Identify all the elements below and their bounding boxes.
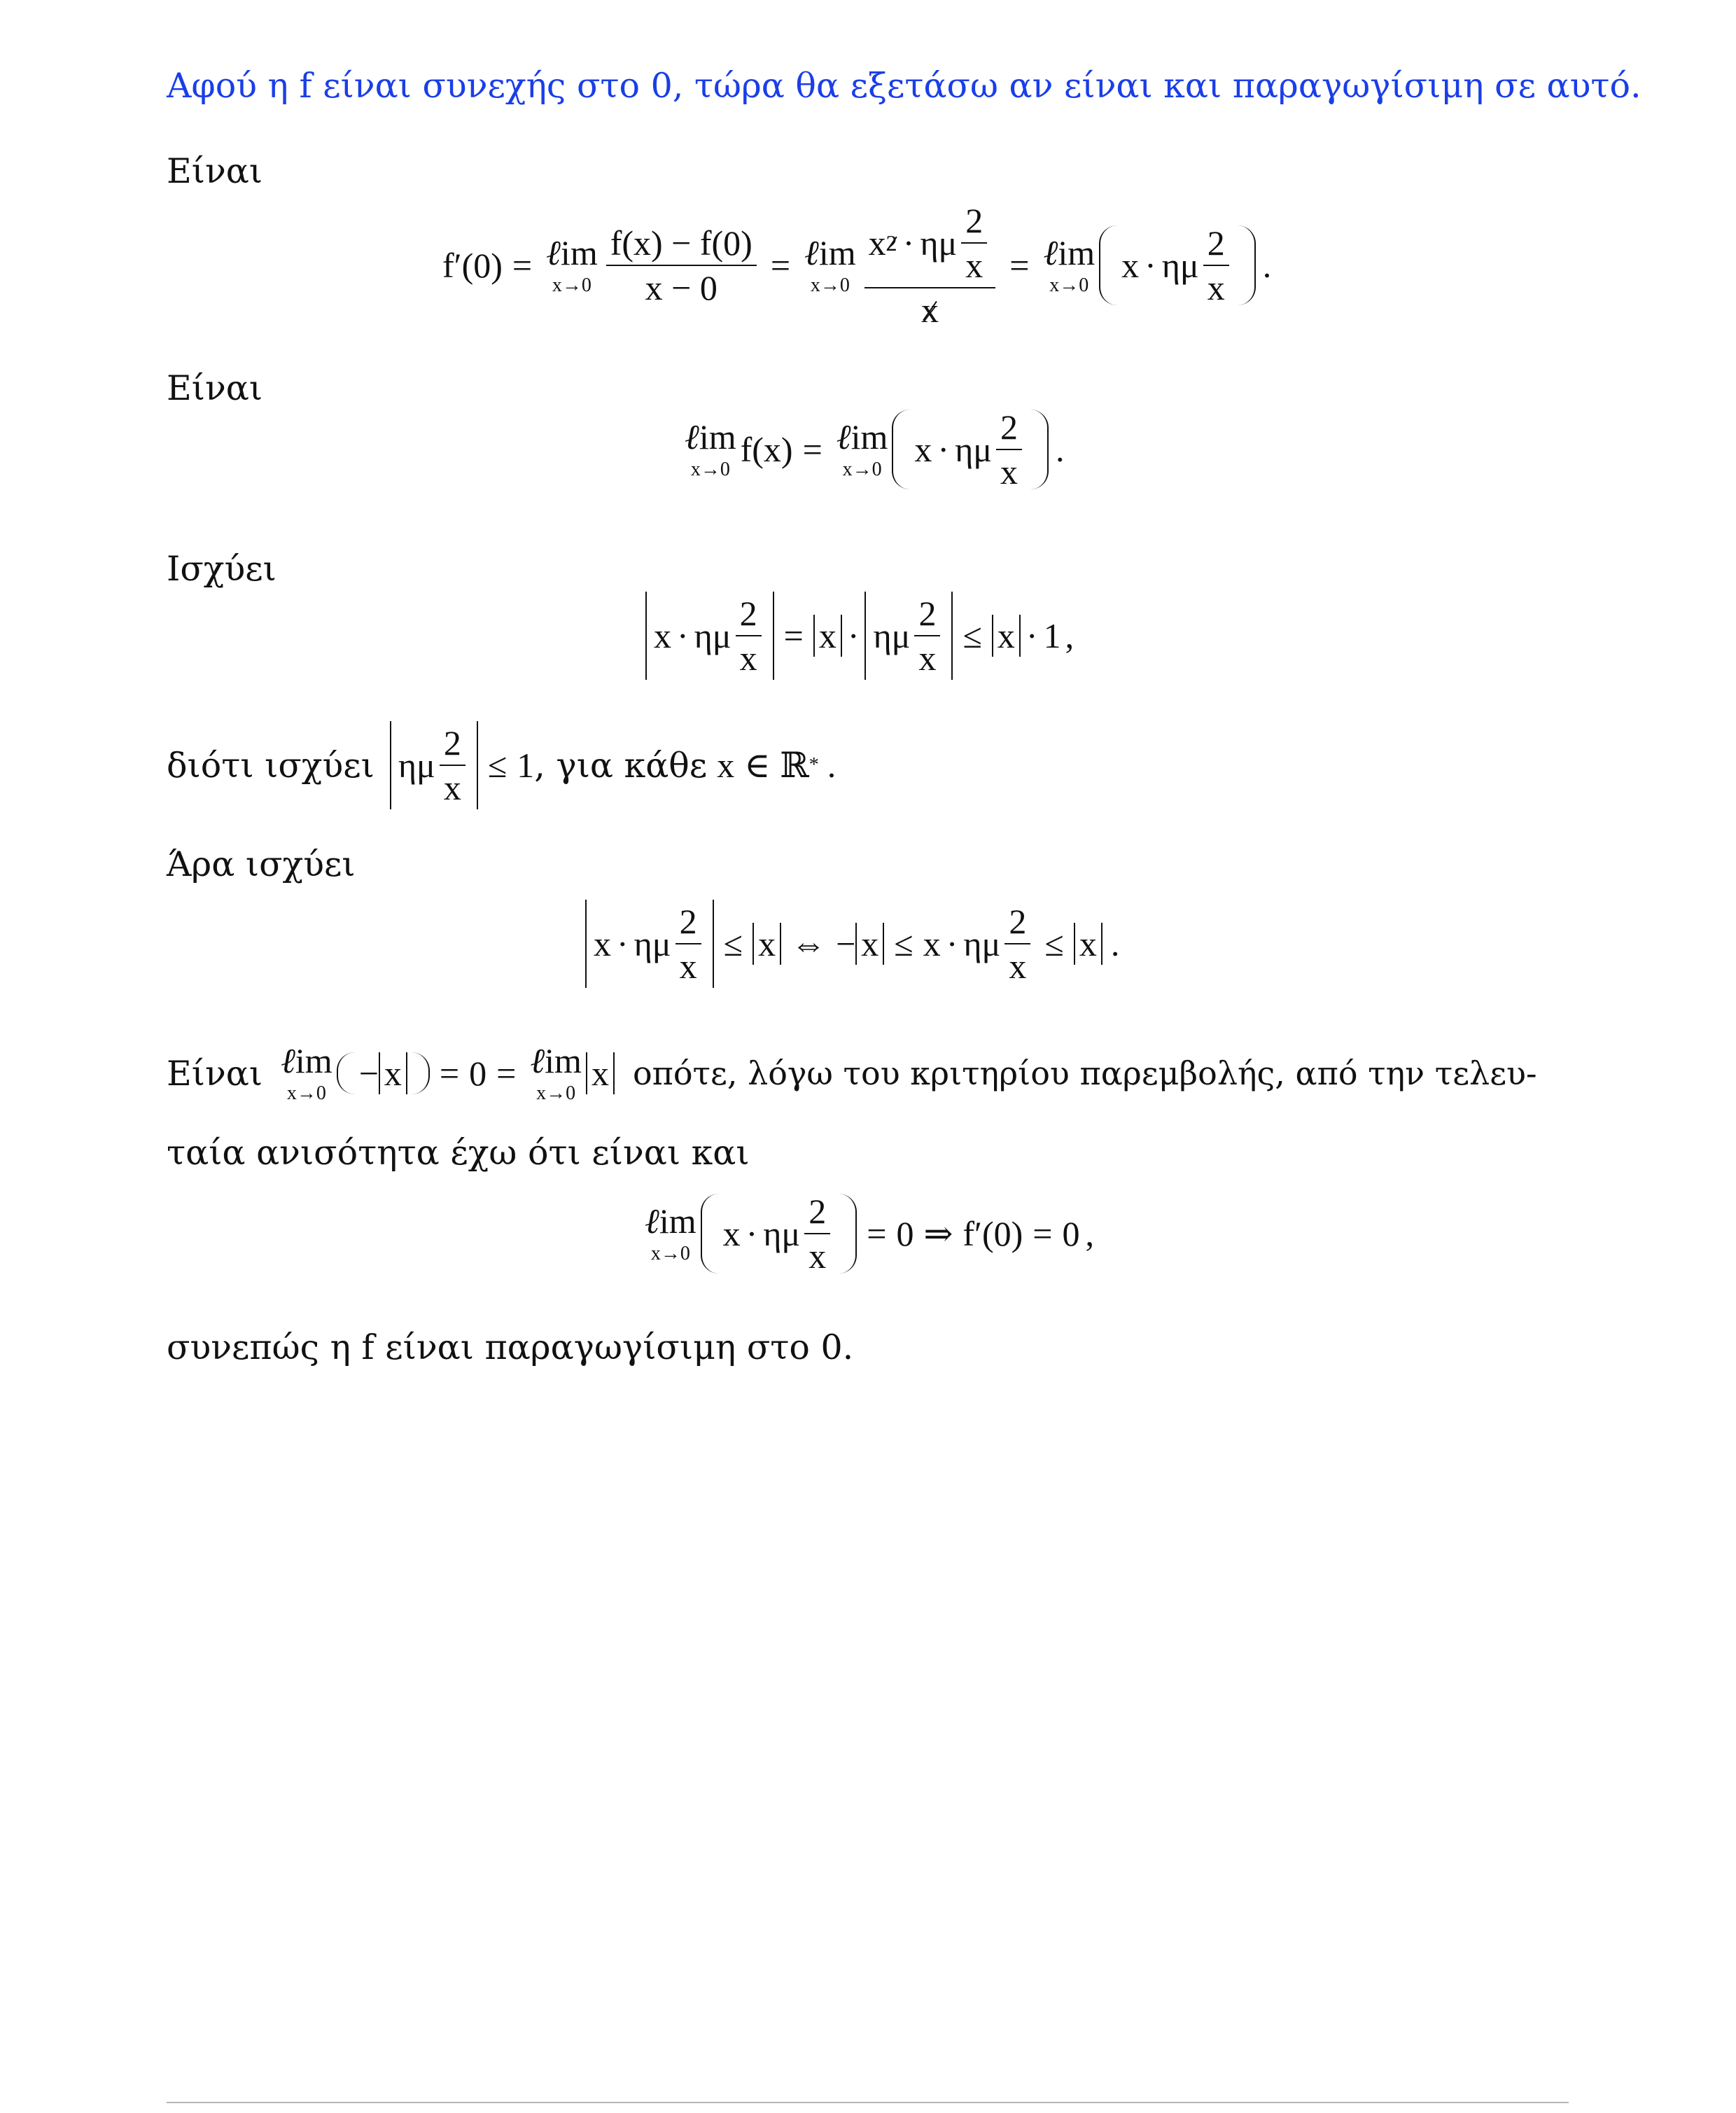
equation-derivative-definition: f′(0) = ℓim x→0 $\frac{f(x) - f(0)}{x - 0}$ = ℓim x→0 x 2 · ημ $\frac{2}{x}$ x = ℓim x→0 x · ημ $\frac{2}{x}$ . xyxy=(442,201,1272,330)
equation-final-limit: ℓim x→0 x · ημ $\frac{2}{x}$ = 0 ⇒ f′(0) = 0 , xyxy=(645,1192,1094,1276)
simplified-quotient: x 2 · ημ $\frac{2}{x}$ x xyxy=(864,203,996,328)
sentence-limits: Είναι ℓim x→0 − x = 0 = ℓim x→0 x οπότε, λόγω του κριτηρίου παρεμβολής, από την τελευ- xyxy=(167,1041,1537,1104)
paragraph-continuation: ταία ανισότητα έχω ότι είναι και xyxy=(167,1133,750,1173)
equals-sign: = xyxy=(512,246,533,285)
limit-operator: ℓim x→0 xyxy=(1043,233,1096,296)
parenthesized-expression: x · ημ $\frac{2}{x}$ xyxy=(1099,225,1256,305)
label-einai-2: Είναι xyxy=(167,368,263,408)
sentence-dioti: διότι ισχύει ημ $\frac{2}{x}$ ≤ 1 , για κάθε x ∈ ℝ * . xyxy=(167,721,836,809)
label-ara: Άρα ισχύει xyxy=(167,844,356,884)
difference-quotient: $\frac{f(x) - f(0)}{x - 0}$ xyxy=(606,225,757,305)
equation-limit-fx: ℓim x→0 f(x) = ℓim x→0 x · ημ $\frac{2}{x}$ . xyxy=(685,407,1065,491)
equation-squeeze-inequality: x · ημ $\frac{2}{x}$ ≤ x ⇔ − x ≤ x · ημ $\frac{2}{x}$ ≤ x . xyxy=(585,900,1119,988)
footer-divider xyxy=(167,2102,1569,2103)
intro-sentence: Αφού η f είναι συνεχής στο 0, τώρα θα εξετάσω αν είναι και παραγωγίσιμη σε αυτό. xyxy=(167,66,1642,106)
conclusion-sentence: συνεπώς η f είναι παραγωγίσιμη στο 0. xyxy=(167,1327,854,1367)
label-einai-1: Είναι xyxy=(167,151,263,191)
label-isxyei: Ισχύει xyxy=(167,549,276,589)
f-prime-0: f′(0) xyxy=(442,246,503,285)
limit-operator: ℓim x→0 xyxy=(546,233,598,296)
limit-operator: ℓim x→0 xyxy=(804,233,856,296)
equation-absolute-bound: x · ημ $\frac{2}{x}$ = x · ημ $\frac{2}{x}$ ≤ x · 1 , xyxy=(645,592,1074,680)
